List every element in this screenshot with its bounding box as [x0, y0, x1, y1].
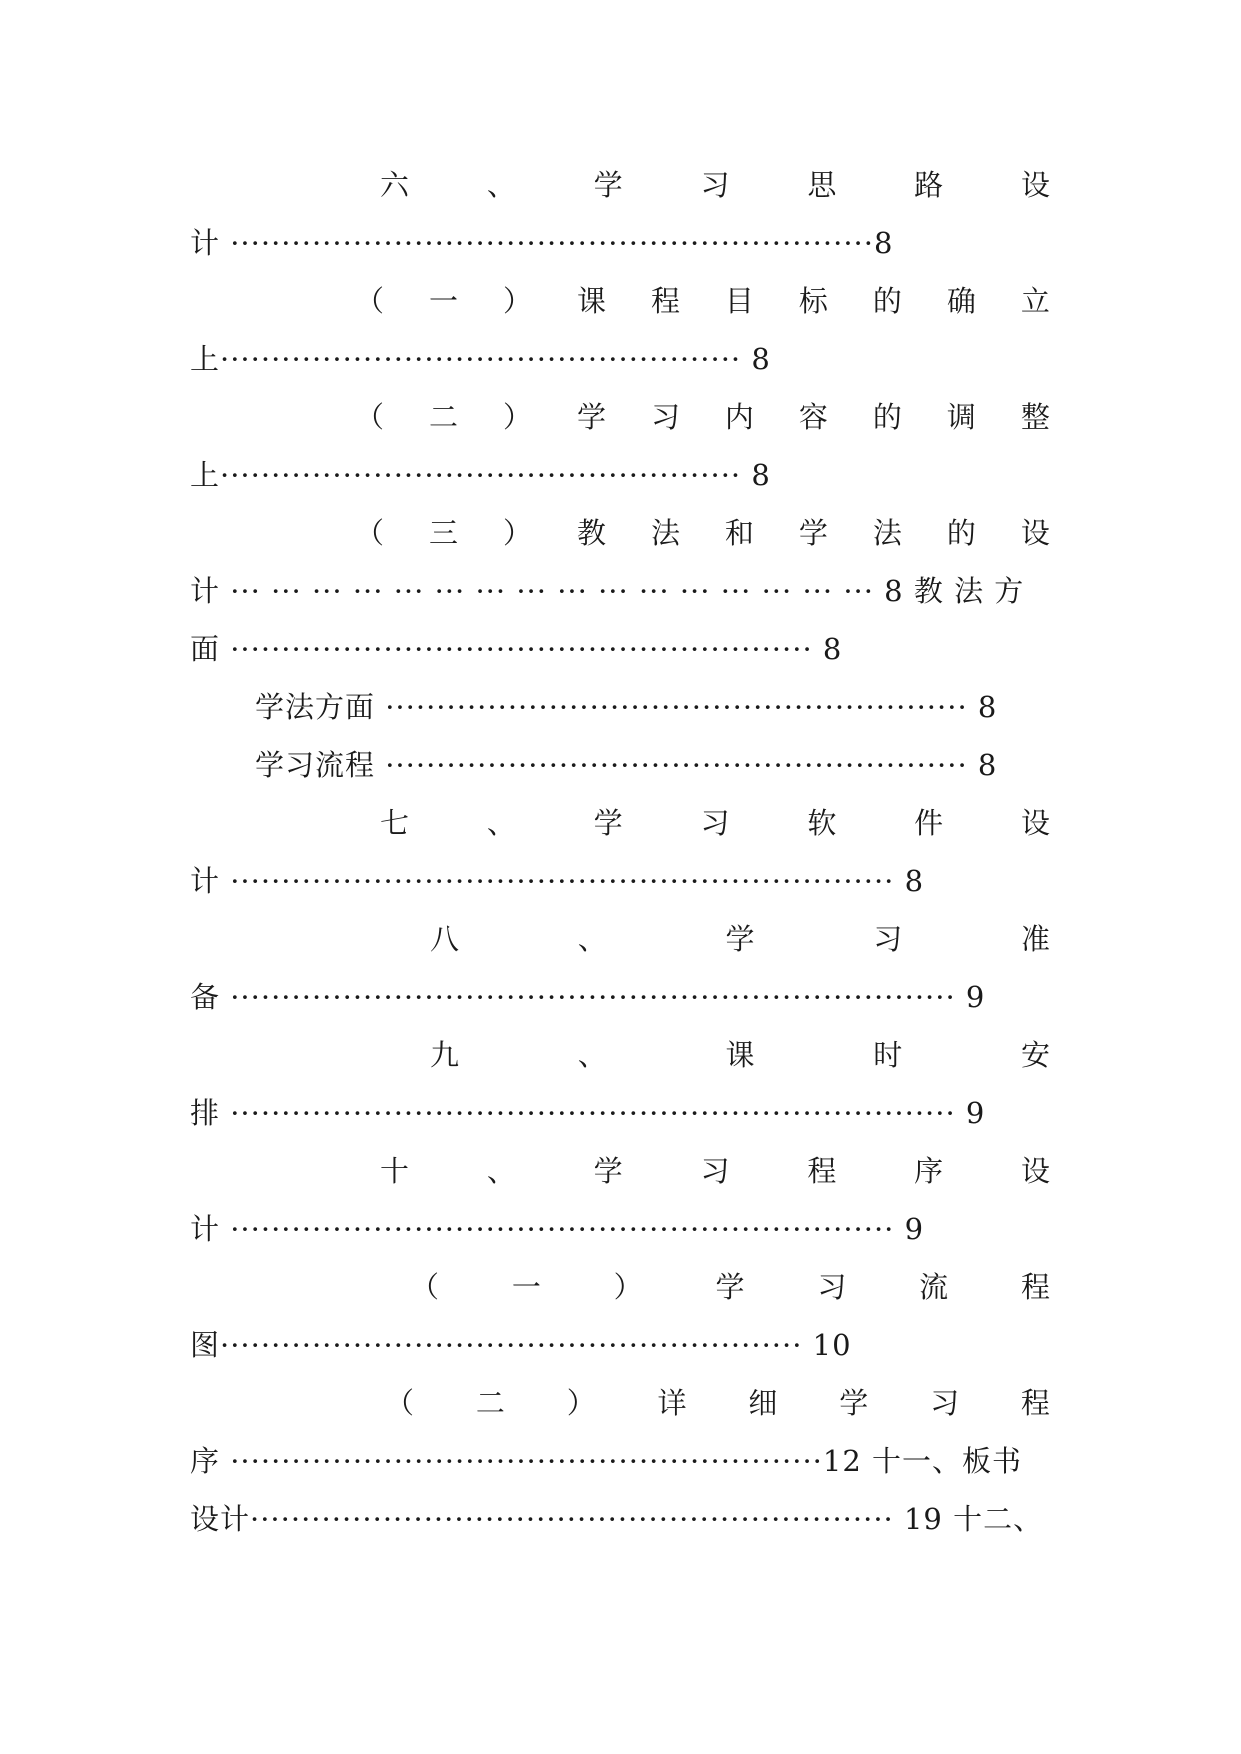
toc-tail: 排 ······································································· 9 — [190, 1096, 986, 1130]
toc-tail: 设计······························································· 19 十二、 — [190, 1502, 1044, 1536]
toc-char: 学 — [798, 516, 828, 550]
toc-char: 设 — [1020, 516, 1050, 550]
toc-char: 的 — [872, 400, 902, 434]
toc-char: 习 — [700, 168, 730, 202]
toc-char: 件 — [914, 806, 944, 840]
toc-char: 一 — [511, 1270, 541, 1304]
toc-char: 课 — [576, 284, 606, 318]
toc-char: 程 — [807, 1154, 837, 1188]
toc-heading-9 — [430, 1035, 1050, 1075]
toc-char: 容 — [798, 400, 828, 434]
toc-char: 三 — [428, 516, 458, 550]
toc-char: ） — [502, 516, 532, 550]
toc-char: 标 — [798, 284, 828, 318]
toc-char: 确 — [946, 284, 976, 318]
toc-tail: 上··················································· 8 — [190, 342, 771, 376]
toc-tail: 计 ··· ··· ··· ··· ··· ··· ··· ··· ··· ··· ··· ··· ··· ··· ··· ··· 8 教 法 方 — [190, 574, 1025, 608]
toc-char: 二 — [475, 1386, 505, 1420]
toc-heading-6-1 — [355, 281, 1050, 321]
toc-char: ） — [502, 284, 532, 318]
toc-char: 法 — [872, 516, 902, 550]
toc-char: 教 — [576, 516, 606, 550]
toc-char: 学 — [715, 1270, 745, 1304]
toc-char: 程 — [1020, 1386, 1050, 1420]
toc-char: 一 — [428, 284, 458, 318]
toc-tail: 计 ································································· 8 — [190, 864, 925, 898]
toc-char: 习 — [873, 922, 903, 956]
toc-char: 的 — [872, 284, 902, 318]
toc-char: 学 — [576, 400, 606, 434]
toc-char: 二 — [428, 400, 458, 434]
toc-char: （ — [355, 284, 385, 318]
toc-heading-8 — [430, 919, 1050, 959]
toc-char: 的 — [946, 516, 976, 550]
toc-char: 、 — [577, 922, 607, 956]
toc-char: 详 — [657, 1386, 687, 1420]
toc-tail: 备 ······································································· 9 — [190, 980, 986, 1014]
toc-char: 序 — [914, 1154, 944, 1188]
toc-tail: 序 ··························································12 十一、板书 — [190, 1444, 1022, 1478]
toc-char: 准 — [1020, 922, 1050, 956]
toc-heading-6 — [380, 165, 1050, 205]
toc-char: 、 — [486, 168, 516, 202]
toc-char: 六 — [380, 168, 410, 202]
toc-heading-6-2 — [355, 397, 1050, 437]
toc-char: 、 — [577, 1038, 607, 1072]
toc-tail: 图························································· 10 — [190, 1328, 852, 1362]
toc-char: （ — [355, 400, 385, 434]
toc-char: 、 — [486, 806, 516, 840]
toc-char: 习 — [700, 806, 730, 840]
toc-char: 习 — [650, 400, 680, 434]
toc-char: 流 — [919, 1270, 949, 1304]
toc-char: 九 — [430, 1038, 460, 1072]
toc-heading-10-2 — [385, 1383, 1050, 1423]
toc-heading-6-3 — [355, 513, 1050, 553]
toc-char: 设 — [1020, 168, 1050, 202]
toc-char: 立 — [1020, 284, 1050, 318]
toc-char: 内 — [724, 400, 754, 434]
toc-char: 学 — [593, 168, 623, 202]
toc-char: 法 — [650, 516, 680, 550]
toc-heading-10-1 — [410, 1267, 1050, 1307]
toc-char: 思 — [807, 168, 837, 202]
toc-entry-study-method: 学法方面 ························································· 8 — [255, 690, 998, 724]
toc-tail: 计 ································································· 9 — [190, 1212, 925, 1246]
toc-char: 设 — [1020, 1154, 1050, 1188]
toc-char: 调 — [946, 400, 976, 434]
toc-char: 习 — [930, 1386, 960, 1420]
toc-char: 程 — [650, 284, 680, 318]
toc-char: 和 — [724, 516, 754, 550]
toc-char: 七 — [380, 806, 410, 840]
toc-char: 学 — [839, 1386, 869, 1420]
toc-char: 学 — [725, 922, 755, 956]
toc-tail: 上··················································· 8 — [190, 458, 771, 492]
toc-char: （ — [355, 516, 385, 550]
toc-char: 安 — [1020, 1038, 1050, 1072]
toc-char: 八 — [430, 922, 460, 956]
toc-entry-study-flow: 学习流程 ························································· 8 — [255, 748, 998, 782]
toc-char: 程 — [1020, 1270, 1050, 1304]
toc-char: （ — [385, 1386, 415, 1420]
toc-char: 习 — [817, 1270, 847, 1304]
toc-char: 时 — [873, 1038, 903, 1072]
toc-char: 细 — [748, 1386, 778, 1420]
toc-heading-7 — [380, 803, 1050, 843]
toc-char: （ — [410, 1270, 440, 1304]
toc-char: 习 — [700, 1154, 730, 1188]
toc-tail: 面 ························································· 8 — [190, 632, 843, 666]
toc-char: 、 — [486, 1154, 516, 1188]
toc-char: 软 — [807, 806, 837, 840]
toc-char: ） — [613, 1270, 643, 1304]
toc-char: 路 — [914, 168, 944, 202]
toc-char: 设 — [1020, 806, 1050, 840]
toc-char: ） — [502, 400, 532, 434]
toc-char: 整 — [1020, 400, 1050, 434]
toc-char: ） — [566, 1386, 596, 1420]
toc-tail: 计 ·······························································8 — [190, 226, 894, 260]
toc-char: 学 — [593, 1154, 623, 1188]
toc-heading-10 — [380, 1151, 1050, 1191]
toc-char: 目 — [724, 284, 754, 318]
toc-char: 十 — [380, 1154, 410, 1188]
toc-char: 课 — [725, 1038, 755, 1072]
toc-char: 学 — [593, 806, 623, 840]
